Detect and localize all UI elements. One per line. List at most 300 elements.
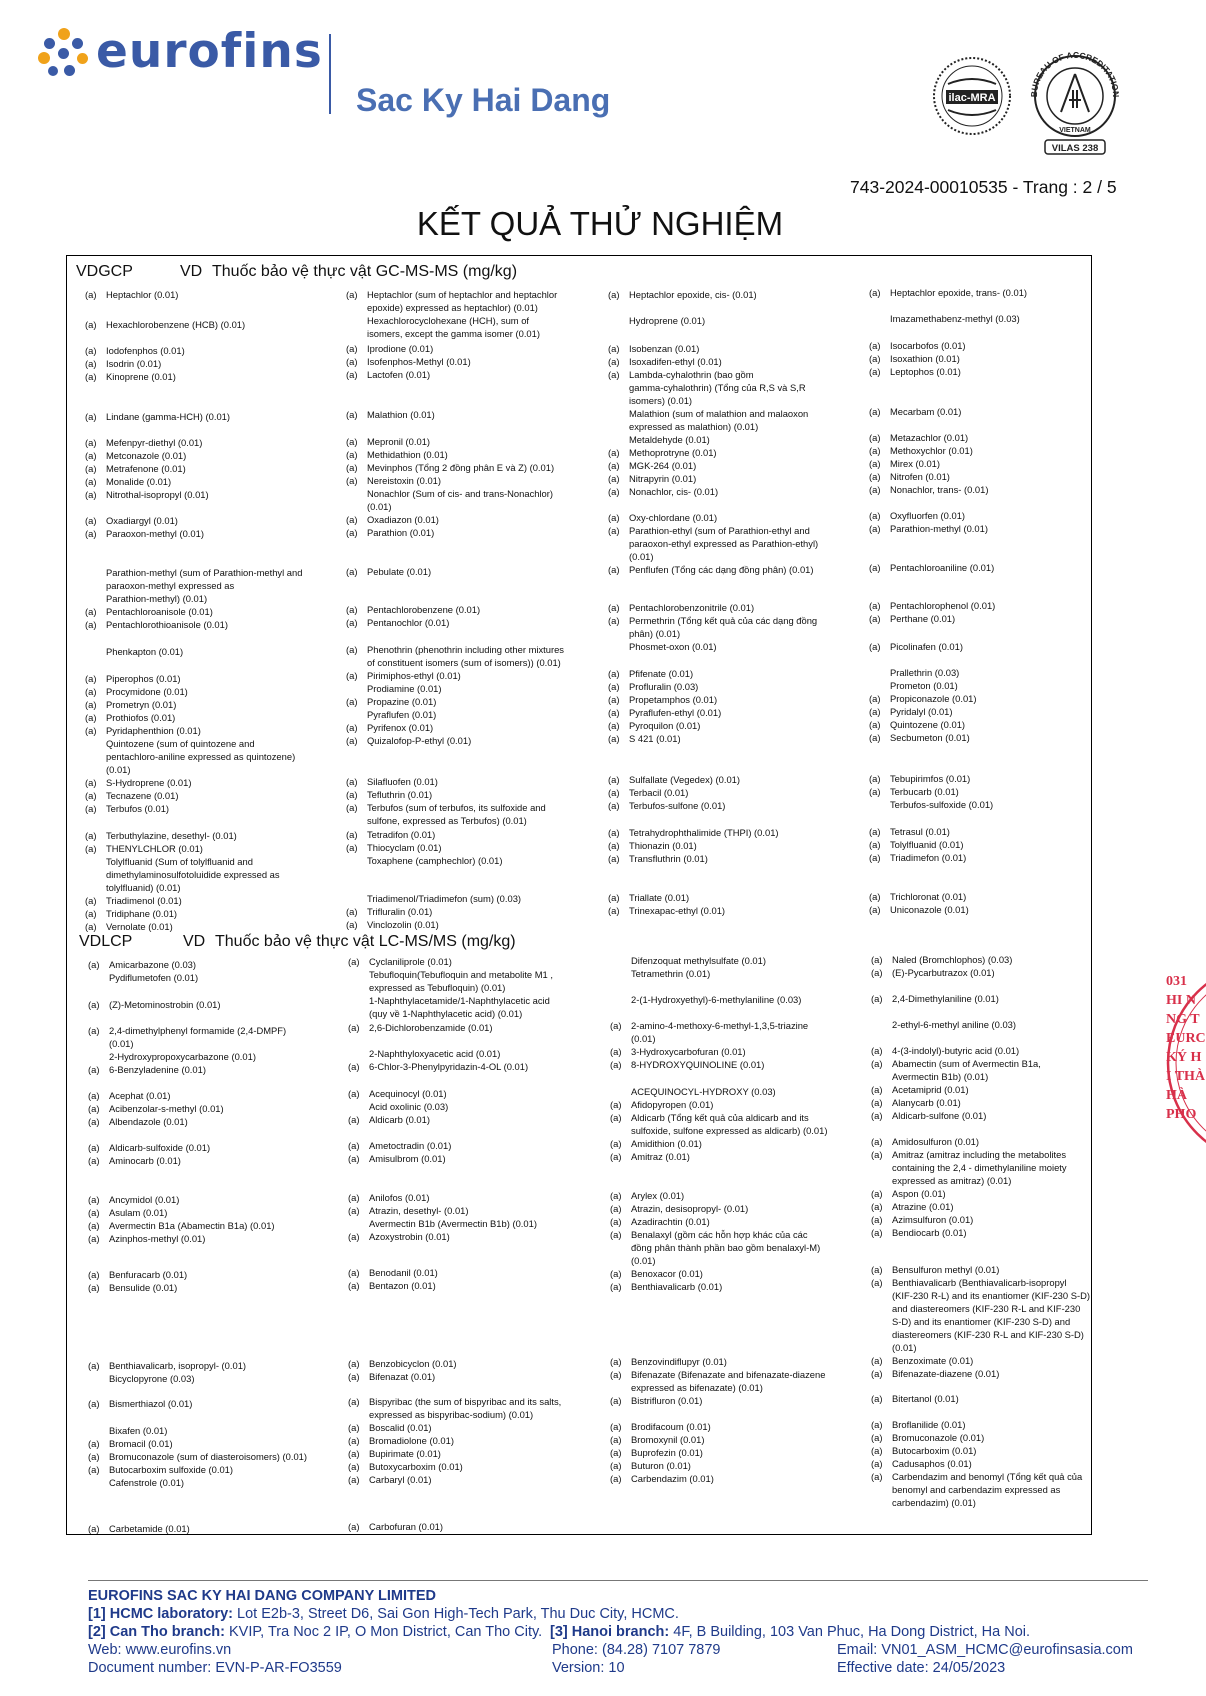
analyte-text: Metazachlor (0.01) — [890, 432, 969, 443]
analyte-item — [85, 288, 178, 301]
analyte-text: (quy về 1-Naphthylacetic acid) (0.01) — [369, 1008, 523, 1019]
analyte-text: Pentachlorobenzene (0.01) — [367, 604, 481, 615]
accreditation-mark: (a) — [346, 604, 358, 615]
analyte-text: Mefenpyr-diethyl (0.01) — [106, 437, 203, 448]
accreditation-mark: (a) — [346, 566, 358, 577]
analyte-text: Iprodione (0.01) — [367, 343, 434, 354]
analyte-text: Amidosulfuron (0.01) — [892, 1136, 980, 1147]
analyte-item — [608, 839, 697, 852]
analyte-item — [871, 1470, 1082, 1483]
analyte-text: dimethylaminosulfotoluidide expressed as — [106, 869, 280, 880]
analyte-text: expressed as malathion) (0.01) — [629, 421, 759, 432]
analyte-item — [106, 881, 181, 894]
analyte-text: Metconazole (0.01) — [106, 450, 187, 461]
analyte-text: Pfifenate (0.01) — [629, 668, 694, 679]
analyte-item — [608, 459, 696, 472]
boa-label: BUREAU OF ACCREDITATION — [1028, 50, 1122, 98]
analyte-item — [629, 420, 758, 433]
analyte-item — [85, 829, 237, 842]
accreditation-mark: (a) — [608, 905, 620, 916]
analyte-text: ACEQUINOCYL-HYDROXY (0.03) — [631, 1086, 776, 1097]
analyte-item — [608, 511, 717, 524]
analyte-text: Bifenazate-diazene (0.01) — [892, 1368, 1000, 1379]
analyte-item — [369, 1100, 448, 1113]
analyte-item — [871, 1444, 976, 1457]
analyte-text: epoxide) expressed as heptachlor) (0.01) — [367, 302, 538, 313]
analyte-text: Buprofezin (0.01) — [631, 1447, 703, 1458]
analyte-text: Quintozene (sum of quintozene and — [106, 738, 255, 749]
analyte-item — [631, 1381, 763, 1394]
accreditation-mark: (a) — [869, 353, 881, 364]
accreditation-mark: (a) — [85, 830, 97, 841]
analyte-text: (0.01) — [629, 551, 654, 562]
analyte-item — [346, 355, 471, 368]
analyte-item — [629, 314, 705, 327]
analyte-text: 2-ethyl-6-methyl aniline (0.03) — [892, 1019, 1017, 1030]
accreditation-mark: (a) — [85, 921, 97, 932]
accreditation-mark: (a) — [85, 450, 97, 461]
analyte-item — [892, 1070, 988, 1083]
analyte-item — [610, 1368, 825, 1381]
analyte-item — [610, 1058, 764, 1071]
analyte-text: Nonachlor, cis- (0.01) — [629, 486, 719, 497]
accreditation-mark: (a) — [610, 1395, 622, 1406]
analyte-text: Butocarboxim (0.01) — [892, 1445, 977, 1456]
accreditation-mark: (a) — [85, 289, 97, 300]
accreditation-mark: (a) — [85, 606, 97, 617]
accreditation-mark: (a) — [348, 1231, 360, 1242]
analyte-item — [890, 679, 958, 692]
analyte-text: Carbetamide (0.01) — [109, 1523, 190, 1534]
analyte-text: Isocarbofos (0.01) — [890, 340, 966, 351]
boa-accreditation-seal — [1027, 50, 1123, 158]
analyte-item — [109, 1476, 184, 1489]
analyte-text: 4-(3-indolyl)-butyric acid (0.01) — [892, 1045, 1020, 1056]
analyte-item — [892, 1496, 976, 1509]
accreditation-mark: (a) — [346, 369, 358, 380]
analyte-text: Pyroquilon (0.01) — [629, 720, 701, 731]
accreditation-mark: (a) — [346, 409, 358, 420]
accreditation-mark: (a) — [88, 1269, 100, 1280]
analyte-item — [892, 1161, 1067, 1174]
analyte-item — [367, 708, 436, 721]
page-title: KẾT QUẢ THỬ NGHIỆM — [416, 205, 784, 242]
analyte-item — [85, 318, 245, 331]
analyte-text: Carbofuran (0.01) — [369, 1521, 443, 1532]
accreditation-mark: (a) — [346, 802, 358, 813]
analyte-text: Bispyribac (the sum of bispyribac and its salts, — [369, 1396, 562, 1407]
accreditation-mark: (a) — [88, 1025, 100, 1036]
analyte-text: paraoxon-methyl expressed as — [106, 580, 235, 591]
accreditation-mark: (a) — [348, 1088, 360, 1099]
accreditation-mark: (a) — [346, 906, 358, 917]
analyte-item — [871, 1431, 984, 1444]
analyte-text: Prometryn (0.01) — [106, 699, 177, 710]
analyte-item — [346, 828, 435, 841]
analyte-text: Pyridaphenthion (0.01) — [106, 725, 201, 736]
accreditation-mark: (a) — [85, 528, 97, 539]
analyte-text: đồng phân thành phần bao gồm benalaxyl-M) — [631, 1242, 821, 1253]
analyte-item — [369, 1408, 533, 1421]
analyte-item — [88, 1154, 181, 1167]
analyte-text: benomyl and carbendazim expressed as — [892, 1484, 1061, 1495]
stamp-text: EURC — [1166, 1031, 1206, 1046]
analyte-text: Trinexapac-ethyl (0.01) — [629, 905, 726, 916]
footer-web: Web: www.eurofins.vn — [88, 1642, 232, 1658]
accreditation-mark: (a) — [346, 289, 358, 300]
analyte-item — [346, 695, 436, 708]
analyte-item — [346, 801, 546, 814]
analyte-text: Tecnazene (0.01) — [106, 790, 179, 801]
analyte-text: Atrazin, desisopropyl- (0.01) — [631, 1203, 749, 1214]
analyte-item — [871, 1044, 1019, 1057]
analyte-text: Methoprotryne (0.01) — [629, 447, 717, 458]
analyte-item — [106, 737, 255, 750]
analyte-item — [608, 852, 708, 865]
accreditation-mark: (a) — [346, 356, 358, 367]
analyte-item — [348, 1395, 561, 1408]
analyte-text: Aspon (0.01) — [892, 1188, 946, 1199]
analyte-item — [85, 907, 177, 920]
accreditation-mark: (a) — [610, 1112, 622, 1123]
analyte-item — [629, 381, 806, 394]
analyte-text: Pentachloroaniline (0.01) — [890, 562, 995, 573]
accreditation-mark: (a) — [346, 617, 358, 628]
analyte-item — [88, 1219, 275, 1232]
analyte-item — [348, 1139, 451, 1152]
analyte-item — [871, 1109, 986, 1122]
analyte-item — [85, 527, 204, 540]
analyte-text: S-Hydroprene (0.01) — [106, 777, 192, 788]
accreditation-mark: (a) — [608, 733, 620, 744]
accreditation-mark: (a) — [610, 1460, 622, 1471]
document-reference: 743-2024-00010535 - Trang : 2 / 5 — [850, 177, 1117, 197]
analyte-item — [608, 614, 817, 627]
analyte-text: Sulfallate (Vegedex) (0.01) — [629, 774, 741, 785]
analyte-text: Prallethrin (0.03) — [890, 667, 960, 678]
analyte-text: Bromacil (0.01) — [109, 1438, 173, 1449]
analyte-text: Lambda-cyhalothrin (bao gồm — [629, 369, 754, 380]
analyte-text: (E)-Pycarbutrazox (0.01) — [892, 967, 995, 978]
analyte-item — [871, 1135, 979, 1148]
accreditation-mark: (a) — [871, 1355, 883, 1366]
analyte-text: Bensulfuron methyl (0.01) — [892, 1264, 1000, 1275]
accreditation-mark: (a) — [348, 1140, 360, 1151]
analyte-text: Isoxathion (0.01) — [890, 353, 960, 364]
analyte-item — [85, 344, 185, 357]
analyte-text: Amicarbazone (0.03) — [109, 959, 197, 970]
analyte-text: 1-Naphthylacetamide/1-Naphthylacetic acid — [369, 995, 550, 1006]
accreditation-mark: (a) — [871, 954, 883, 965]
accreditation-mark: (a) — [608, 289, 620, 300]
analyte-item — [85, 711, 175, 724]
analyte-item — [871, 1213, 973, 1226]
footer-address: KVIP, Tra Noc 2 IP, O Mon District, Can Tho City. — [224, 1624, 543, 1640]
accreditation-mark: (a) — [608, 564, 620, 575]
accreditation-mark: (a) — [346, 696, 358, 707]
accreditation-mark: (a) — [608, 840, 620, 851]
accreditation-mark: (a) — [88, 1523, 100, 1534]
analyte-item — [85, 618, 228, 631]
analyte-text: Heptachlor epoxide, trans- (0.01) — [890, 287, 1028, 298]
analyte-text: Bromoxynil (0.01) — [631, 1434, 705, 1445]
analyte-item — [346, 448, 448, 461]
analyte-item — [869, 444, 973, 457]
analyte-item — [369, 1217, 537, 1230]
section-title: Thuốc bảo vệ thực vật LC-MS/MS (mg/kg) — [215, 933, 516, 950]
analyte-text: Albendazole (0.01) — [109, 1116, 188, 1127]
accreditation-mark: (a) — [348, 1114, 360, 1125]
analyte-item — [869, 903, 969, 916]
analyte-item — [892, 1174, 1011, 1187]
accreditation-mark: (a) — [608, 473, 620, 484]
stamp-text: NG T — [1166, 1012, 1200, 1027]
analyte-text: Terbacil (0.01) — [629, 787, 689, 798]
accreditation-mark: (a) — [610, 1268, 622, 1279]
analyte-item — [610, 1150, 690, 1163]
analyte-item — [629, 537, 818, 550]
stamp-text: HI N — [1166, 993, 1196, 1008]
accreditation-mark: (a) — [610, 1216, 622, 1227]
analyte-text: Profluralin (0.03) — [629, 681, 699, 692]
analyte-item — [610, 1019, 808, 1032]
analyte-item — [348, 1060, 528, 1073]
accreditation-mark: (a) — [88, 1282, 100, 1293]
boa-country: VIETNAM — [1059, 127, 1091, 134]
analyte-item — [610, 1394, 702, 1407]
analyte-item — [346, 526, 434, 539]
analyte-item — [369, 994, 550, 1007]
accreditation-mark: (a) — [85, 803, 97, 814]
analyte-item — [369, 981, 505, 994]
analyte-item — [608, 524, 810, 537]
analyte-item — [892, 1341, 917, 1354]
analyte-text: Nonachlor, trans- (0.01) — [890, 484, 989, 495]
analyte-text: Tebufloquin(Tebufloquin and metabolite M1 , — [369, 969, 553, 980]
analyte-text: 8-HYDROXYQUINOLINE (0.01) — [631, 1059, 765, 1070]
accreditation-mark: (a) — [610, 1281, 622, 1292]
analyte-item — [871, 992, 999, 1005]
accreditation-mark: (a) — [88, 1233, 100, 1244]
analyte-text: Pyraflufen-ethyl (0.01) — [629, 707, 722, 718]
analyte-text: Phenkapton (0.01) — [106, 646, 184, 657]
accreditation-mark: (a) — [348, 1435, 360, 1446]
accreditation-mark: (a) — [346, 343, 358, 354]
analyte-item — [348, 1421, 432, 1434]
section-type: VD — [180, 263, 203, 280]
accreditation-mark: (a) — [346, 449, 358, 460]
accreditation-mark: (a) — [88, 1090, 100, 1101]
analyte-text: Acibenzolar-s-methyl (0.01) — [109, 1103, 224, 1114]
analyte-item — [869, 640, 963, 653]
accreditation-mark: (a) — [608, 668, 620, 679]
analyte-text: Benodanil (0.01) — [369, 1267, 438, 1278]
analyte-item — [85, 776, 191, 789]
analyte-text: Propetamphos (0.01) — [629, 694, 718, 705]
analyte-item — [871, 1457, 972, 1470]
analyte-item — [869, 825, 950, 838]
footer-phone: Phone: (84.28) 7107 7879 — [552, 1642, 721, 1658]
accreditation-mark: (a) — [869, 891, 881, 902]
analyte-item — [629, 433, 710, 446]
footer-company: EUROFINS SAC KY HAI DANG COMPANY LIMITED — [88, 1588, 437, 1604]
accreditation-mark: (a) — [85, 345, 97, 356]
analyte-item — [85, 449, 186, 462]
analyte-item — [869, 339, 966, 352]
analyte-text: Prometon (0.01) — [890, 680, 958, 691]
analyte-item — [106, 855, 253, 868]
section-header-lcms — [79, 933, 516, 951]
accreditation-mark: (a) — [869, 445, 881, 456]
analyte-item — [369, 1047, 500, 1060]
stamp-text: I THÀ — [1166, 1069, 1206, 1084]
analyte-item — [610, 1355, 727, 1368]
analyte-item — [106, 868, 280, 881]
analyte-item — [871, 1083, 969, 1096]
footer-hcmc-lab — [88, 1606, 679, 1622]
analyte-text: 2,4-Dimethylaniline (0.01) — [892, 993, 999, 1004]
analyte-item — [88, 1141, 210, 1154]
analyte-text: Transfluthrin (0.01) — [629, 853, 708, 864]
accreditation-mark: (a) — [869, 406, 881, 417]
accreditation-mark: (a) — [869, 693, 881, 704]
analyte-text: 6-Benzyladenine (0.01) — [109, 1064, 206, 1075]
accreditation-mark: (a) — [346, 842, 358, 853]
analyte-item — [892, 1302, 1080, 1315]
analyte-text: (KIF-230 R-L) and its enantiomer (KIF-230 S-D) — [892, 1290, 1090, 1301]
analyte-item — [348, 1152, 446, 1165]
accreditation-mark: (a) — [869, 786, 881, 797]
analyte-item — [869, 890, 966, 903]
analyte-text: Aldicarb (Tổng kết quả của aldicarb and its — [631, 1112, 809, 1123]
accreditation-mark: (a) — [608, 512, 620, 523]
accreditation-mark: (a) — [88, 1064, 100, 1075]
analyte-text: Metrafenone (0.01) — [106, 463, 186, 474]
analyte-text: Pentachlorobenzonitrile (0.01) — [629, 602, 755, 613]
analyte-text: sulfone, expressed as Terbufos) (0.01) — [367, 815, 527, 826]
analyte-item — [890, 666, 959, 679]
analyte-item — [631, 1032, 656, 1045]
section-code: VDGCP — [76, 263, 133, 280]
stamp-text: PHO — [1166, 1107, 1197, 1122]
analyte-item — [610, 1472, 714, 1485]
analyte-item — [869, 718, 965, 731]
analyte-item — [346, 841, 442, 854]
analyte-item — [871, 1392, 959, 1405]
accreditation-mark: (a) — [610, 1356, 622, 1367]
analyte-text: Azinphos-methyl (0.01) — [109, 1233, 206, 1244]
analyte-item — [367, 854, 503, 867]
analyte-item — [346, 721, 433, 734]
analyte-text: Nereistoxin (0.01) — [367, 475, 441, 486]
analyte-text: Tefluthrin (0.01) — [367, 789, 433, 800]
analyte-item — [608, 355, 722, 368]
analyte-item — [88, 1463, 233, 1476]
analyte-text: expressed as amitraz) (0.01) — [892, 1175, 1012, 1186]
analyte-item — [88, 958, 196, 971]
analyte-item — [869, 457, 940, 470]
accreditation-mark: (a) — [610, 1203, 622, 1214]
analyte-text: Oxyfluorfen (0.01) — [890, 510, 966, 521]
analyte-text: sulfoxide, sulfone expressed as aldicarb) (0.01) — [631, 1125, 828, 1136]
accreditation-mark: (a) — [88, 1360, 100, 1371]
analyte-item — [871, 1263, 999, 1276]
analyte-item — [88, 1359, 246, 1372]
analyte-text: Bensulide (0.01) — [109, 1282, 178, 1293]
analyte-item — [109, 1037, 134, 1050]
analyte-item — [106, 579, 234, 592]
analyte-item — [869, 509, 965, 522]
accreditation-mark: (a) — [869, 484, 881, 495]
section-header-gcms — [76, 263, 517, 281]
analyte-item — [610, 1459, 691, 1472]
analyte-item — [631, 1124, 827, 1137]
analyte-item — [869, 483, 988, 496]
analyte-item — [367, 327, 540, 340]
analyte-item — [608, 732, 681, 745]
analyte-item — [869, 286, 1027, 299]
analyte-item — [608, 288, 757, 301]
analyte-item — [869, 470, 950, 483]
analyte-item — [109, 1424, 167, 1437]
analyte-text: Parathion-methyl (sum of Parathion-methyl and — [106, 567, 303, 578]
analyte-item — [85, 842, 203, 855]
analyte-text: Bicyclopyrone (0.03) — [109, 1373, 195, 1384]
analyte-text: Bendiocarb (0.01) — [892, 1227, 967, 1238]
analyte-item — [871, 1187, 946, 1200]
accreditation-mark: (a) — [85, 712, 97, 723]
analyte-item — [346, 461, 554, 474]
analyte-item — [631, 993, 801, 1006]
analyte-item — [106, 566, 302, 579]
analyte-item — [346, 513, 439, 526]
analyte-item — [869, 352, 960, 365]
analyte-item — [610, 1189, 684, 1202]
analyte-item — [869, 365, 961, 378]
analyte-item — [871, 1226, 967, 1239]
analyte-item — [608, 693, 717, 706]
analyte-text: Azimsulfuron (0.01) — [892, 1214, 974, 1225]
analyte-item — [890, 312, 1020, 325]
analyte-text: Terbufos (0.01) — [106, 803, 170, 814]
analyte-text: Acid oxolinic (0.03) — [369, 1101, 449, 1112]
accreditation-mark: (a) — [869, 613, 881, 624]
analyte-item — [346, 905, 432, 918]
analyte-item — [346, 734, 471, 747]
analyte-item — [85, 475, 171, 488]
analyte-item — [85, 698, 176, 711]
accreditation-mark: (a) — [85, 843, 97, 854]
analyte-text: 6-Chlor-3-Phenylpyridazin-4-OL (0.01) — [369, 1061, 529, 1072]
accreditation-mark: (a) — [88, 1438, 100, 1449]
analyte-item — [88, 1281, 177, 1294]
analyte-text: Nitrothal-isopropyl (0.01) — [106, 489, 209, 500]
accreditation-mark: (a) — [85, 489, 97, 500]
accreditation-mark: (a) — [871, 1110, 883, 1121]
footer-document-number: Document number: EVN-P-AR-FO3559 — [88, 1660, 342, 1676]
analyte-item — [348, 1447, 441, 1460]
analyte-text: Benalaxyl (gồm các hỗn hợp khác của các — [631, 1229, 808, 1240]
analyte-item — [346, 603, 480, 616]
accreditation-mark: (a) — [869, 839, 881, 850]
accreditation-mark: (a) — [610, 1099, 622, 1110]
analyte-item — [610, 1045, 746, 1058]
analyte-item — [869, 612, 955, 625]
analyte-text: Hydroprene (0.01) — [629, 315, 706, 326]
analyte-text: Hexachlorobenzene (HCB) (0.01) — [106, 319, 246, 330]
analyte-text: Bifenazat (0.01) — [369, 1371, 436, 1382]
analyte-item — [610, 1137, 702, 1150]
